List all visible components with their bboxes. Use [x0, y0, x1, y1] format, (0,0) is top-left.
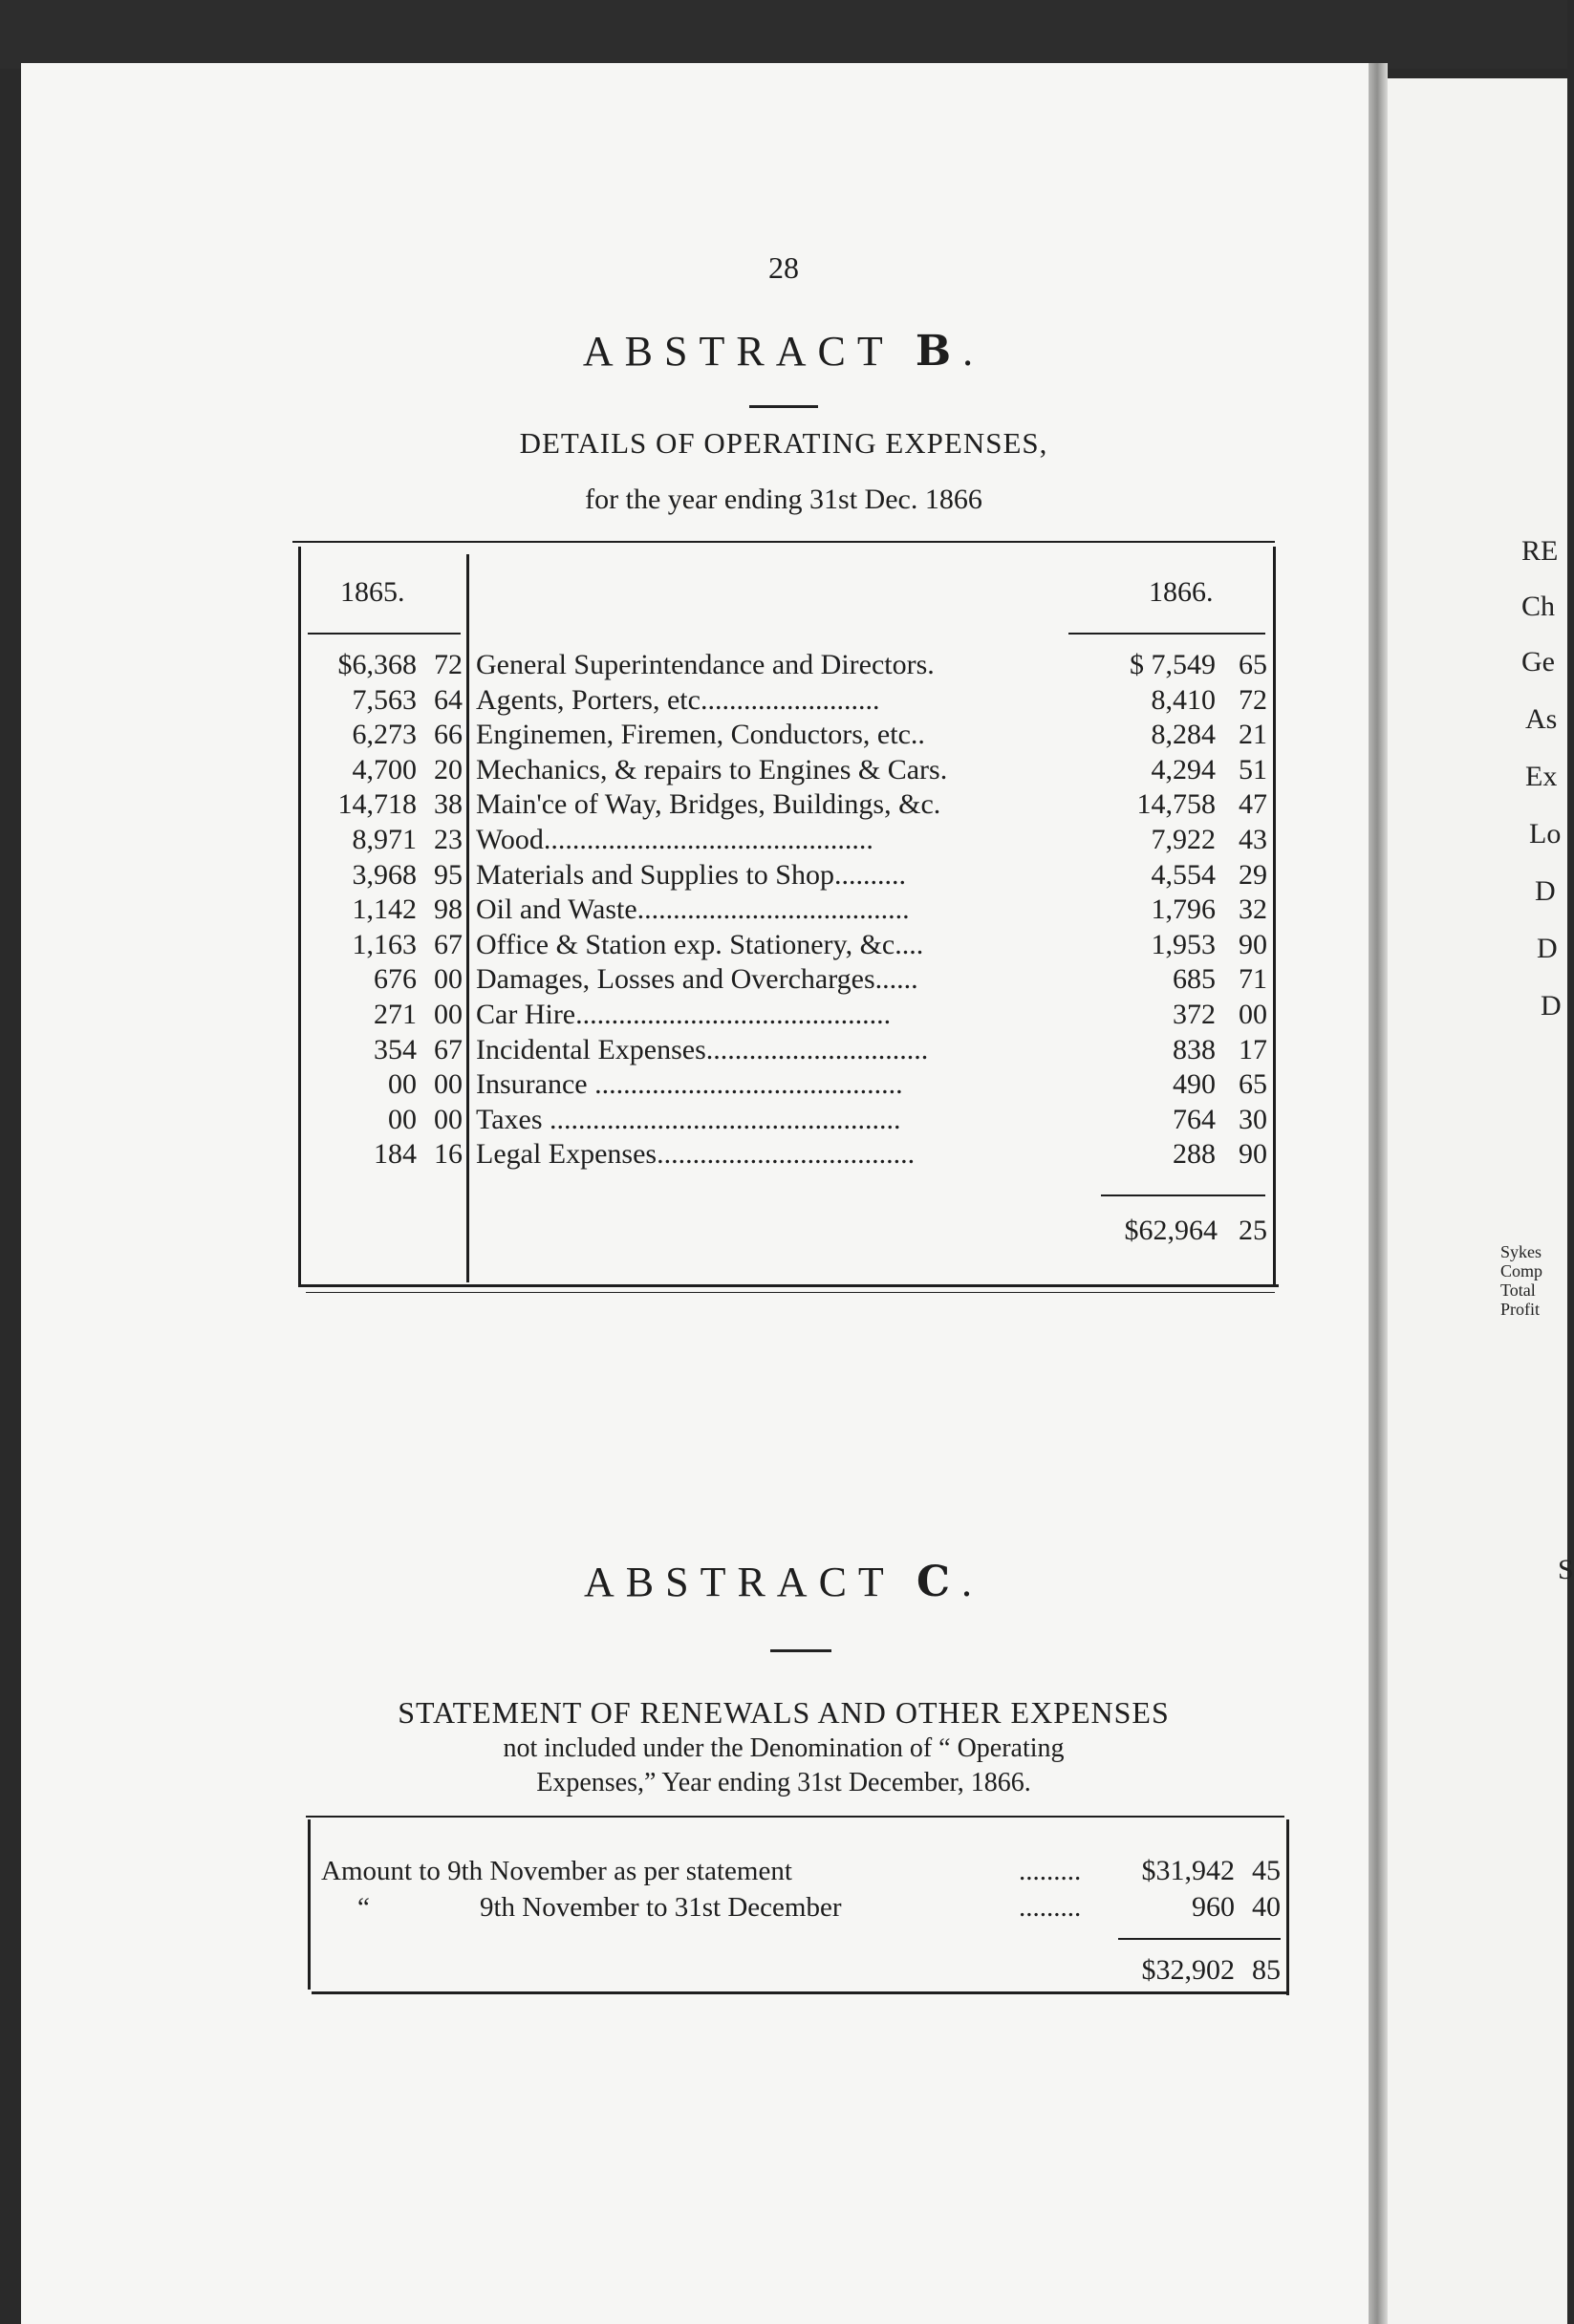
expense-description: Wood..............................................	[476, 824, 873, 855]
prev-cents: 00	[434, 1068, 463, 1100]
cur-dollars: 1,796	[1151, 893, 1216, 925]
prev-dollars: $6,368	[337, 649, 417, 680]
prev-dollars: 7,563	[352, 684, 417, 716]
cur-cents: 90	[1239, 1138, 1267, 1170]
prev-dollars: 00	[388, 1068, 417, 1100]
prev-cents: 67	[434, 1034, 463, 1065]
cur-cents: 43	[1239, 824, 1267, 855]
prev-dollars: 354	[374, 1034, 417, 1065]
table-left-rule	[298, 547, 301, 1284]
cur-cents: 72	[1239, 684, 1267, 716]
expense-description: Legal Expenses....................................	[476, 1138, 916, 1170]
c-table-left-rule	[308, 1819, 311, 1990]
cur-cents: 30	[1239, 1104, 1267, 1135]
table-bottom-rule	[298, 1284, 1279, 1287]
c-row2-leader: .........	[1019, 1892, 1082, 1923]
prev-dollars: 1,163	[352, 929, 417, 960]
edge-line: D	[1537, 933, 1558, 964]
edge-line: As	[1525, 703, 1558, 735]
c-row2-cents: 40	[1252, 1891, 1281, 1923]
prev-dollars: 1,142	[352, 893, 417, 925]
expense-description: General Superintendance and Directors.	[476, 649, 935, 680]
prev-dollars: 4,700	[352, 754, 417, 785]
prev-cents: 95	[434, 859, 463, 891]
cur-cents: 00	[1239, 999, 1267, 1030]
abstract-b-title-rule	[749, 405, 818, 408]
expense-description: Enginemen, Firemen, Conductors, etc..	[476, 719, 925, 750]
prev-cents: 20	[434, 754, 463, 785]
prev-dollars: 8,971	[352, 824, 417, 855]
abstract-b-title-letter: B	[915, 327, 963, 376]
cur-cents: 65	[1239, 649, 1267, 680]
book-gutter	[1369, 63, 1388, 2324]
prev-dollars: 00	[388, 1104, 417, 1135]
cur-cents: 32	[1239, 893, 1267, 925]
scan-top-border	[0, 0, 1567, 69]
cur-cents: 51	[1239, 754, 1267, 785]
expense-description: Office & Station exp. Stationery, &c....	[476, 929, 924, 960]
prev-cents: 00	[434, 1104, 463, 1135]
edge-small-line: Sykes	[1500, 1242, 1542, 1261]
expense-description: Incidental Expenses...............................	[476, 1034, 929, 1065]
c-row2-label: 9th November to 31st December	[480, 1892, 842, 1923]
cur-dollars: 372	[1173, 999, 1216, 1030]
cur-cents: 65	[1239, 1068, 1267, 1100]
table-col-divider	[466, 554, 469, 1282]
table-right-rule	[1273, 547, 1276, 1284]
page-number: 28	[768, 250, 799, 285]
c-row1-label: Amount to 9th November as per statement	[321, 1856, 792, 1886]
c-row1-leader: .........	[1019, 1856, 1082, 1886]
abstract-c-subline-1: not included under the Denomination of “ Operating	[503, 1733, 1065, 1763]
cur-dollars: 685	[1173, 963, 1216, 995]
col-header-1866: 1866.	[1149, 576, 1214, 608]
total-dollars: $62,964	[1124, 1215, 1218, 1246]
cur-dollars: 838	[1173, 1034, 1216, 1065]
abstract-c-heading: STATEMENT OF RENEWALS AND OTHER EXPENSES	[398, 1695, 1170, 1730]
expense-description: Mechanics, & repairs to Engines & Cars.	[476, 754, 948, 785]
c-total-cents: 85	[1252, 1954, 1281, 1986]
cur-dollars: 4,294	[1151, 754, 1216, 785]
prev-dollars: 184	[374, 1138, 417, 1170]
expense-description: Oil and Waste......................................	[476, 893, 910, 925]
c-total-rule	[1118, 1938, 1281, 1940]
abstract-c-title-rule	[770, 1649, 831, 1652]
cur-dollars: 8,410	[1151, 684, 1216, 716]
prev-cents: 00	[434, 963, 463, 995]
prev-dollars: 676	[374, 963, 417, 995]
cur-cents: 47	[1239, 788, 1267, 820]
expense-description: Agents, Porters, etc.........................	[476, 684, 880, 716]
edge-line: D	[1535, 875, 1556, 907]
expense-description: Materials and Supplies to Shop..........	[476, 859, 906, 891]
prev-cents: 66	[434, 719, 463, 750]
col-header-1865-rule	[308, 633, 461, 635]
prev-cents: 64	[434, 684, 463, 716]
total-rule	[1101, 1194, 1265, 1196]
edge-bottom-mark: S	[1558, 1554, 1574, 1585]
edge-line: Ch	[1521, 591, 1556, 622]
expense-description: Car Hire............................................	[476, 999, 892, 1030]
abstract-c-title-letter: C	[916, 1558, 962, 1606]
cur-dollars: 4,554	[1151, 859, 1216, 891]
cur-cents: 29	[1239, 859, 1267, 891]
c-table-top-rule	[306, 1816, 1284, 1818]
prev-dollars: 3,968	[352, 859, 417, 891]
abstract-b-title-word: ABSTRACT	[582, 328, 894, 375]
c-table-bottom-rule	[312, 1991, 1288, 1994]
cur-dollars: 288	[1173, 1138, 1216, 1170]
abstract-b-subheading: for the year ending 31st Dec. 1866	[585, 484, 982, 515]
col-header-1866-rule	[1068, 633, 1265, 635]
c-row1-cents: 45	[1252, 1855, 1281, 1886]
abstract-b-title	[0, 327, 1567, 376]
cur-dollars: 1,953	[1151, 929, 1216, 960]
prev-dollars: 6,273	[352, 719, 417, 750]
table-top-rule	[292, 541, 1275, 543]
edge-line: Ex	[1525, 761, 1558, 792]
abstract-b-title-dot: .	[962, 328, 985, 375]
prev-cents: 23	[434, 824, 463, 855]
expense-description: Taxes .................................................	[476, 1104, 901, 1135]
cur-dollars: $ 7,549	[1130, 649, 1216, 680]
c-total-dollars: $32,902	[1141, 1954, 1235, 1986]
edge-small-line: Comp	[1500, 1261, 1543, 1280]
abstract-c-title-dot: .	[961, 1559, 984, 1605]
abstract-c-title-word: ABSTRACT	[583, 1559, 895, 1605]
cur-dollars: 764	[1173, 1104, 1216, 1135]
cur-cents: 17	[1239, 1034, 1267, 1065]
c-row2-ditto-mark: “	[357, 1892, 370, 1923]
prev-cents: 38	[434, 788, 463, 820]
cur-dollars: 8,284	[1151, 719, 1216, 750]
prev-cents: 72	[434, 649, 463, 680]
c-table-right-rule	[1286, 1819, 1289, 1995]
edge-small-line: Total	[1500, 1280, 1536, 1300]
total-cents: 25	[1239, 1215, 1267, 1246]
abstract-b-heading: DETAILS OF OPERATING EXPENSES,	[519, 426, 1048, 460]
right-page	[1388, 78, 1567, 2324]
prev-cents: 98	[434, 893, 463, 925]
c-row1-dollars: $31,942	[1141, 1855, 1235, 1886]
edge-line: D	[1541, 990, 1562, 1022]
edge-line: Lo	[1529, 818, 1562, 850]
expense-description: Insurance ...........................................	[476, 1068, 903, 1100]
edge-line: Ge	[1521, 646, 1555, 678]
edge-line: RE	[1521, 535, 1559, 567]
cur-cents: 21	[1239, 719, 1267, 750]
prev-dollars: 14,718	[337, 788, 417, 820]
c-row2-dollars: 960	[1192, 1891, 1235, 1923]
edge-small-line: Profit	[1500, 1300, 1541, 1319]
cur-dollars: 490	[1173, 1068, 1216, 1100]
cur-cents: 71	[1239, 963, 1267, 995]
cur-cents: 90	[1239, 929, 1267, 960]
cur-dollars: 7,922	[1151, 824, 1216, 855]
cur-dollars: 14,758	[1136, 788, 1216, 820]
table-bottom-rule-thin	[306, 1292, 1275, 1293]
prev-cents: 00	[434, 999, 463, 1030]
col-header-1865: 1865.	[340, 576, 405, 608]
prev-dollars: 271	[374, 999, 417, 1030]
prev-cents: 16	[434, 1138, 463, 1170]
abstract-c-title	[0, 1558, 1567, 1606]
expense-description: Main'ce of Way, Bridges, Buildings, &c.	[476, 788, 941, 820]
prev-cents: 67	[434, 929, 463, 960]
expense-description: Damages, Losses and Overcharges......	[476, 963, 918, 995]
abstract-c-subline-2: Expenses,” Year ending 31st December, 1866.	[536, 1768, 1031, 1797]
